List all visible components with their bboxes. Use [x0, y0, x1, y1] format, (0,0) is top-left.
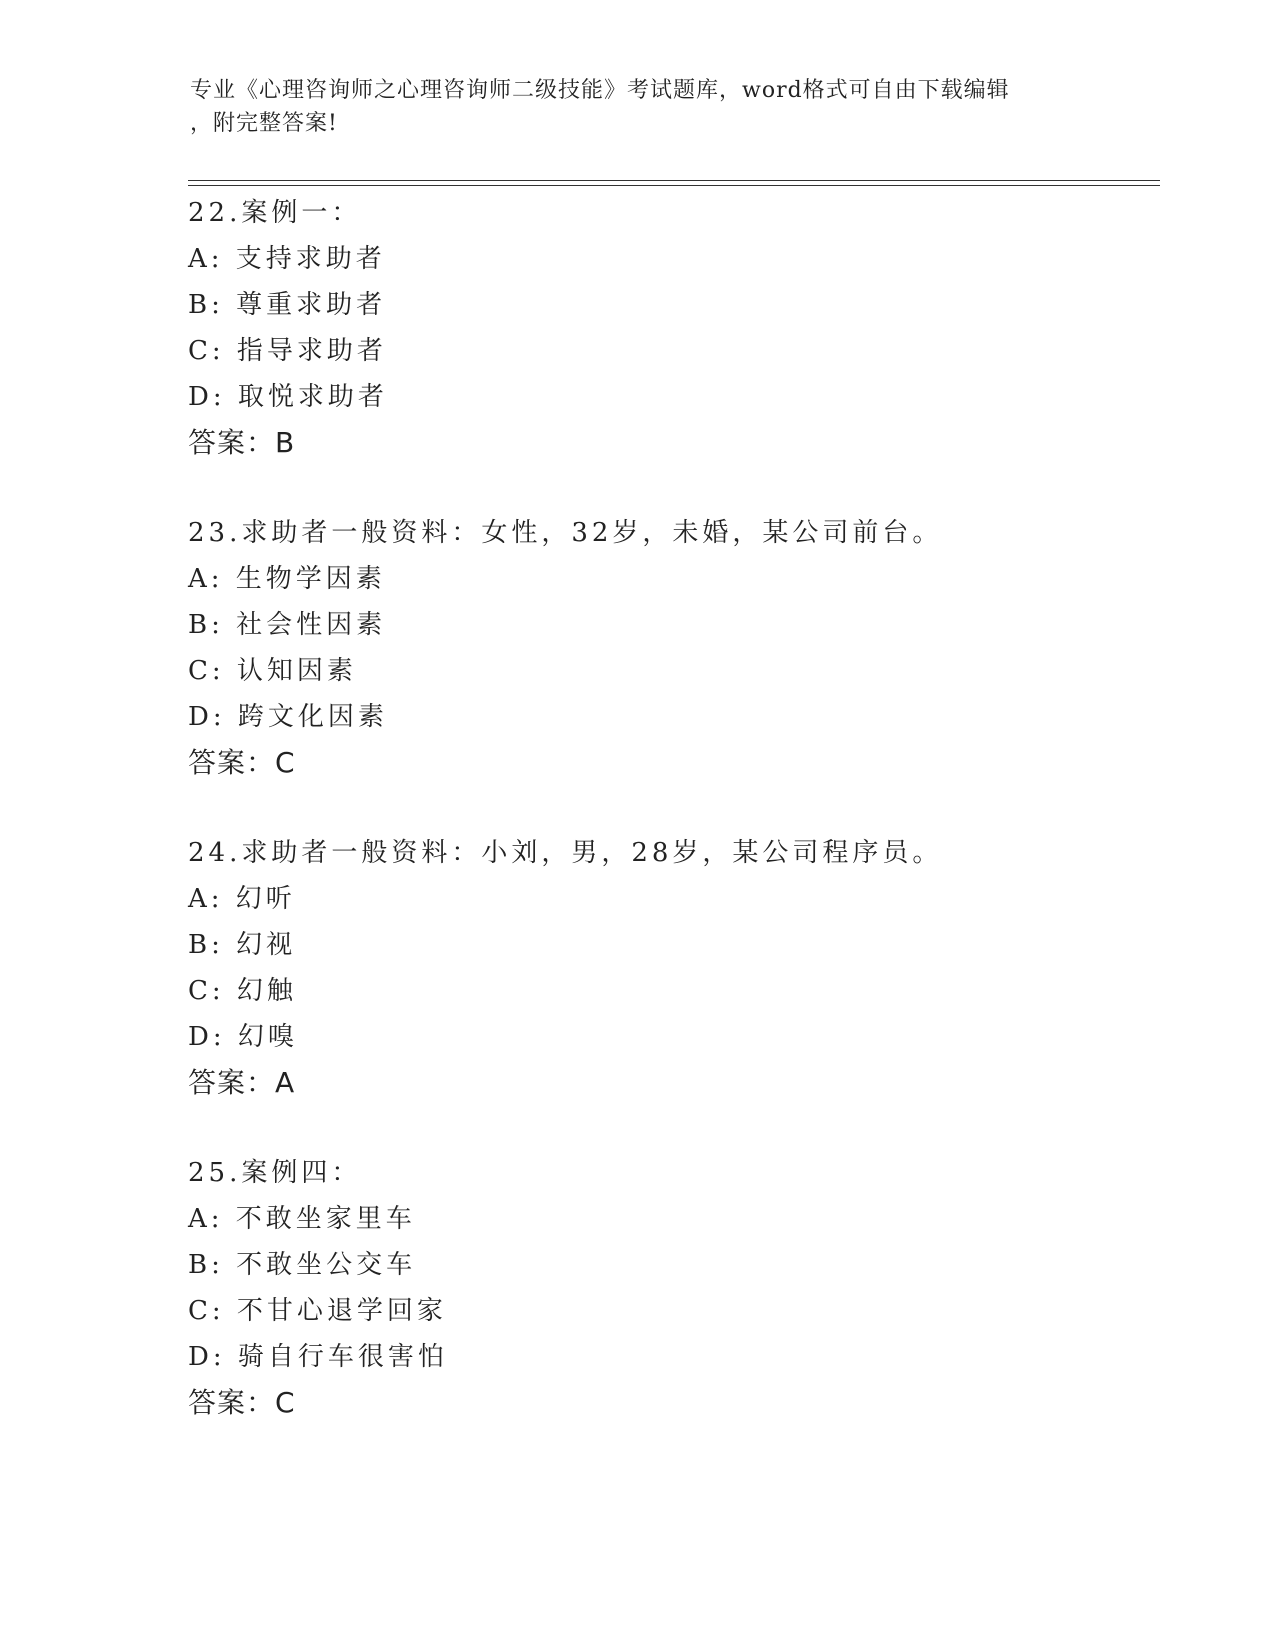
- option-c: C: 指导求助者: [188, 336, 387, 366]
- option-d: D: 跨文化因素: [188, 702, 388, 732]
- option-c: C: 不甘心退学回家: [188, 1296, 447, 1326]
- option-d: D: 幻嗅: [188, 1022, 298, 1052]
- answer-label: 答案：A: [188, 1066, 296, 1099]
- question-stem: 24.求助者一般资料：小刘，男，28岁，某公司程序员。: [188, 838, 943, 868]
- answer-label: 答案：B: [188, 426, 296, 459]
- question-list: [188, 190, 1158, 1470]
- header-line-1: 专业《心理咨询师之心理咨询师二级技能》考试题库，word格式可自由下载编辑: [190, 78, 1010, 103]
- option-d: D: 骑自行车很害怕: [188, 1342, 448, 1372]
- option-b: B: 社会性因素: [188, 610, 387, 640]
- header-divider: [188, 180, 1160, 186]
- question-24: [188, 830, 1158, 1106]
- document-header: [190, 74, 1090, 140]
- question-23: [188, 510, 1158, 786]
- question-stem: 22.案例一：: [188, 198, 362, 228]
- option-a: A: 支持求助者: [188, 244, 386, 274]
- option-a: A: 幻听: [188, 884, 296, 914]
- option-c: C: 幻触: [188, 976, 297, 1006]
- question-stem: 25.案例四：: [188, 1158, 362, 1188]
- question-22: [188, 190, 1158, 466]
- answer-label: 答案：C: [188, 1386, 296, 1419]
- header-line-2: ，附完整答案!: [190, 111, 338, 136]
- question-25: [188, 1150, 1158, 1426]
- option-d: D: 取悦求助者: [188, 382, 388, 412]
- option-b: B: 尊重求助者: [188, 290, 387, 320]
- option-b: B: 幻视: [188, 930, 297, 960]
- question-stem: 23.求助者一般资料：女性，32岁，未婚，某公司前台。: [188, 518, 943, 548]
- answer-label: 答案：C: [188, 746, 296, 779]
- option-a: A: 不敢坐家里车: [188, 1204, 416, 1234]
- option-c: C: 认知因素: [188, 656, 357, 686]
- option-a: A: 生物学因素: [188, 564, 386, 594]
- option-b: B: 不敢坐公交车: [188, 1250, 417, 1280]
